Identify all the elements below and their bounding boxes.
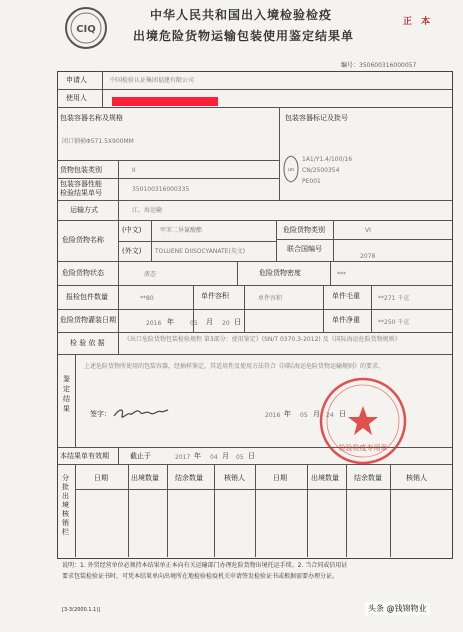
conclusion-text: 上述危险货物所使用的包装容器，经抽样鉴定，其适用性及使用方法符合《国际海运危险货物运输规则》的要求。: [84, 363, 385, 370]
sign-date-year: 2016: [265, 412, 281, 419]
container-mark-value-1: 1A1/Y1.4/100/16: [302, 156, 353, 163]
dg-name-label: 危险货物名称: [62, 236, 104, 244]
conclusion-label-2: 定: [63, 385, 70, 393]
table-header-exit-qty-1: 出境数量: [131, 474, 159, 482]
svg-text:CIQ: CIQ: [76, 24, 96, 35]
batch-writeoff-side-label: 分批出境核销栏: [62, 474, 69, 536]
title-line-2: 出境危险货物运输包装使用鉴定结果单: [133, 29, 355, 43]
count-label: 报检包件数量: [66, 293, 108, 301]
validity-label: 本结果单有效期: [60, 452, 109, 460]
dg-state-label: 危险货物状态: [62, 269, 104, 277]
transport-value: 江、海运输: [132, 207, 163, 214]
validity-month: 04: [210, 454, 218, 461]
en-label: (外文): [122, 247, 142, 255]
serial-value: 350600316000057: [359, 62, 417, 69]
table-header-verifier-2: 核销人: [406, 474, 427, 482]
container-mark-label: 包装容器标记及批号: [285, 114, 348, 122]
source-watermark: 头条 @钱锦物业: [365, 602, 430, 615]
basis-label: 检 验 依 据: [70, 339, 105, 347]
redacted-user-name: [112, 97, 218, 106]
fill-month-suffix: 月: [206, 318, 213, 326]
cn-value: 甲苯二异氰酸酯: [160, 227, 203, 234]
table-header-exit-qty-2: 出境数量: [311, 474, 339, 482]
fill-month: 05: [190, 320, 198, 327]
serial-label: 编号：: [341, 62, 360, 69]
sign-date-day: 24: [326, 412, 334, 419]
cn-label: (中文): [122, 226, 142, 234]
dg-class-value: VI: [365, 227, 371, 234]
container-mark-value-2: CN/2500354: [302, 167, 340, 174]
dg-density-value: ***: [337, 271, 346, 278]
dg-class-label: 危险货物类别: [283, 226, 325, 234]
dg-state-value: 液态: [144, 271, 157, 278]
conclusion-label-3: 结: [63, 395, 70, 403]
original-copy-mark: 正 本: [403, 17, 434, 27]
count-value: **80: [140, 295, 154, 302]
table-header-balance-qty-1: 结余数量: [175, 474, 203, 482]
validity-day-suffix: 日: [248, 452, 255, 460]
basis-value: 《出口危险货物包装检验规程 第3部分：使用鉴定》(SN/T 0370.3-2012) 及《国际海运危险货物规则》: [124, 336, 401, 343]
sign-month-suffix: 月: [313, 410, 320, 418]
dg-density-label: 危险货物密度: [259, 269, 301, 277]
container-name-label: 包装容器名称及规格: [60, 114, 123, 122]
packing-category-value: II: [132, 167, 136, 174]
container-name-value: 闭口钢桶Φ571.5X900MM: [62, 138, 134, 145]
perf-cert-label-2: 检验结果单号: [60, 189, 102, 197]
fill-date-label: 危险货物灌装日期: [60, 316, 116, 324]
validity-year: 2017: [175, 454, 191, 461]
validity-day: 05: [236, 454, 244, 461]
fill-day: 20: [222, 320, 230, 327]
fill-year: 2016: [146, 320, 162, 327]
table-header-verifier-1: 核销人: [224, 474, 245, 482]
unit-gross-value: **271 千克: [378, 295, 410, 302]
form-code: [3-3(2000.1.1)]: [62, 607, 101, 613]
ciq-logo: [64, 6, 108, 50]
transport-label: 运输方式: [70, 206, 98, 214]
unit-gross-label: 单件毛重: [332, 292, 360, 300]
applicant-label: 申请人: [66, 76, 87, 84]
unit-net-label: 单件净重: [332, 316, 360, 324]
sign-year-suffix: 年: [284, 410, 291, 418]
handwritten-signature: [112, 404, 172, 422]
unit-volume-value: 单件容积: [258, 295, 283, 302]
en-value: TOLUENE DIISOCYANATE(英文): [155, 248, 246, 255]
title-line-1: 中华人民共和国出入境检验检疫: [150, 8, 333, 22]
container-mark-value-3: PE001: [302, 178, 321, 185]
svg-text:un: un: [287, 167, 295, 173]
user-label: 使用人: [66, 94, 87, 102]
signer-label: 签字：: [90, 410, 111, 418]
table-header-date-1: 日期: [94, 474, 108, 482]
conclusion-label-1: 鉴: [63, 375, 70, 383]
fill-day-suffix: 日: [234, 318, 241, 326]
unit-net-value: **250 千克: [378, 319, 410, 326]
validity-month-suffix: 月: [222, 452, 229, 460]
un-label: 联合国编号: [287, 245, 322, 253]
un-value: 2078: [360, 253, 376, 260]
svg-text:检验检疫专用章: 检验检疫专用章: [338, 444, 388, 452]
footer-note: [62, 560, 456, 582]
conclusion-label-4: 果: [63, 405, 70, 413]
perf-cert-label-1: 包装容器性能: [60, 180, 102, 188]
serial-number: [341, 60, 416, 69]
table-header-balance-qty-2: 结余数量: [354, 474, 382, 482]
official-seal-stamp: [318, 376, 408, 466]
fill-year-suffix: 年: [167, 318, 174, 326]
table-header-date-2: 日期: [273, 474, 287, 482]
perf-cert-value: 350100316000335: [132, 186, 190, 193]
unit-volume-label: 单件容积: [201, 292, 229, 300]
sign-day-suffix: 日: [339, 410, 346, 418]
footer-note-line-1: 说明：1. 外贸经营单位必须持本结果单正本向有关运输部门办理危险货物出境托运手续。2. 当合同或信用证: [62, 562, 348, 569]
sign-date-month: 05: [300, 412, 308, 419]
validity-year-suffix: 年: [194, 452, 201, 460]
validity-prefix: 截止于: [130, 452, 151, 460]
packing-category-label: 货物包装类别: [60, 166, 102, 174]
un-packaging-mark-icon: [282, 154, 300, 184]
footer-note-line-2: 要求包装检验证书时，可凭本结果单向出境所在地检验检疫机关申请签发检验证书或根据需要办理分证。: [62, 573, 339, 580]
applicant-value: 中国检验认证集团福建有限公司: [110, 77, 195, 84]
